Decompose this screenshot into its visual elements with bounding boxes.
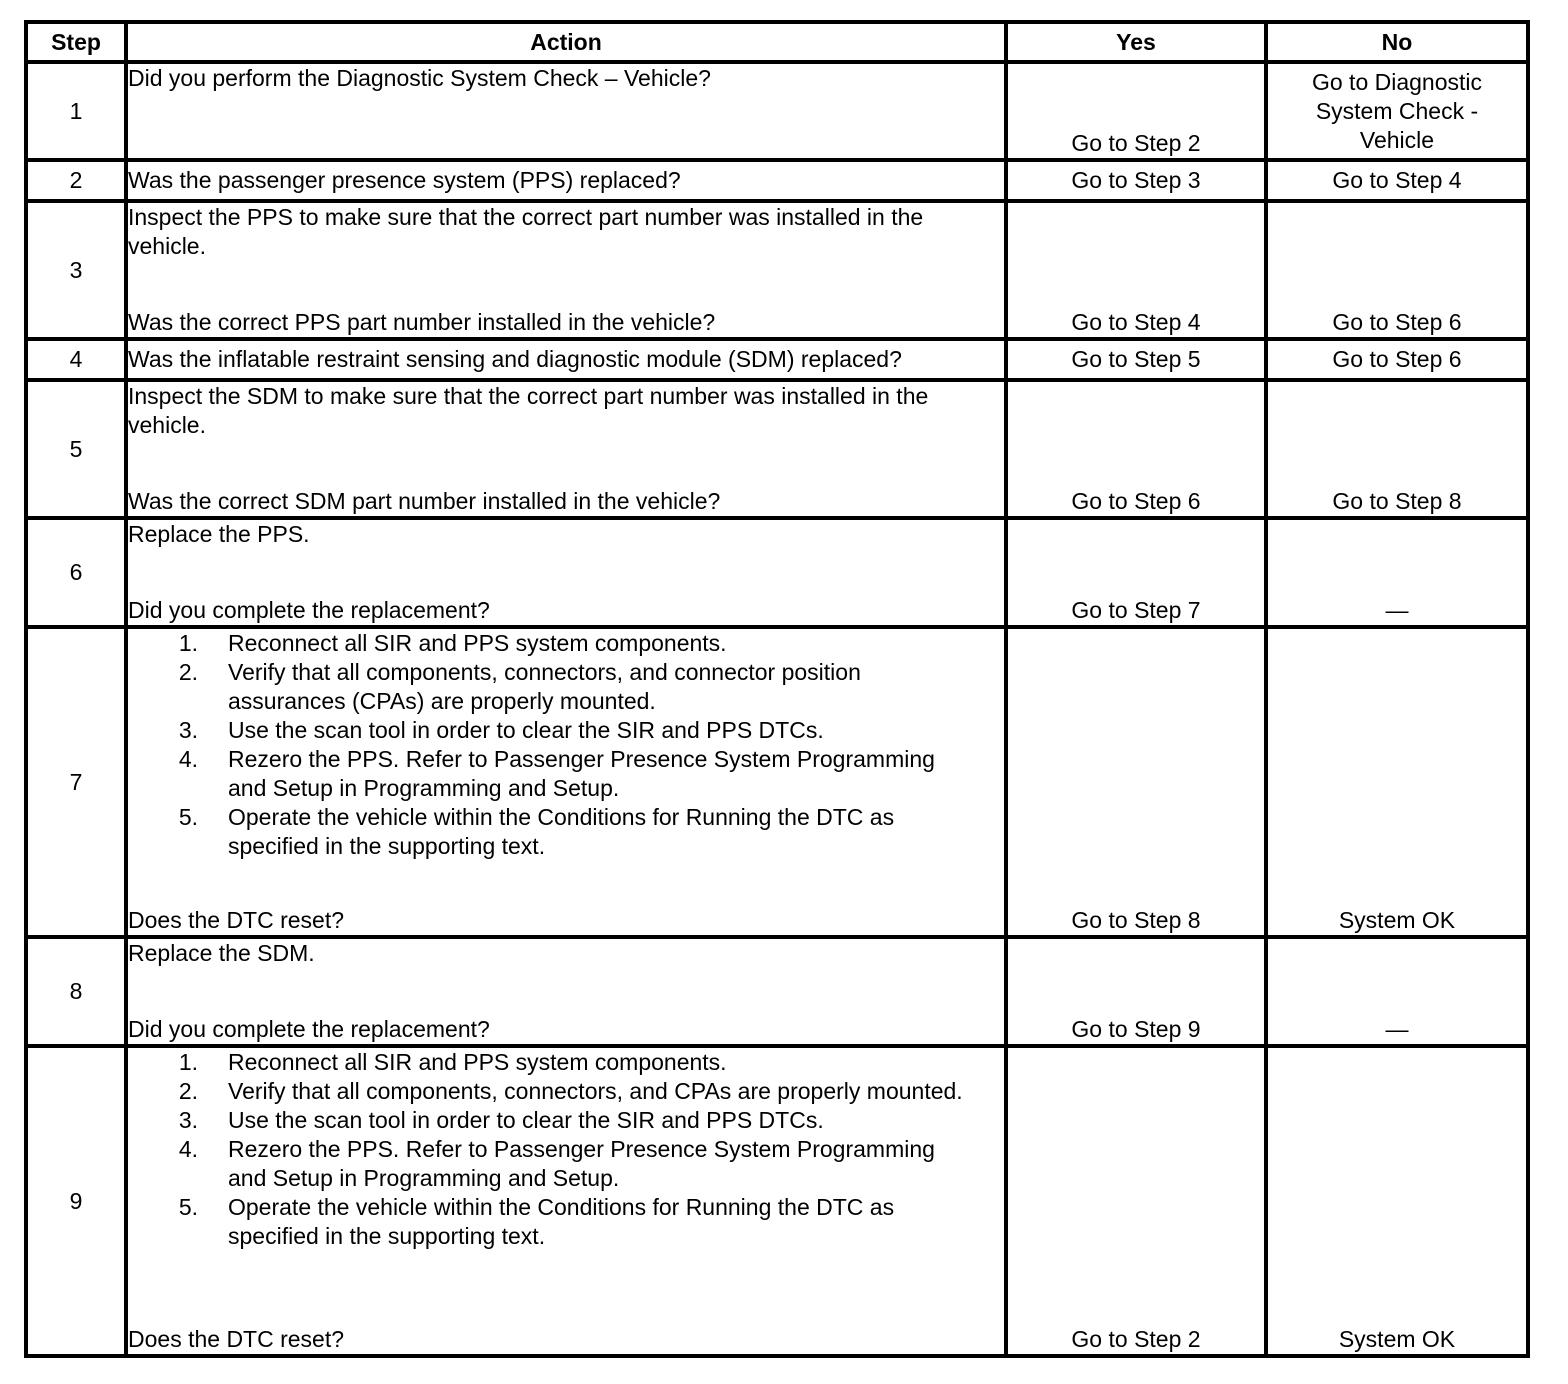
yes-cell: Go to Step 2 bbox=[1006, 1046, 1266, 1356]
action-cell bbox=[126, 62, 1006, 160]
step-number: 3 bbox=[26, 201, 126, 339]
list-item-number: 5. bbox=[178, 1194, 198, 1220]
list-item-text: Use the scan tool in order to clear the SIR and PPS DTCs. bbox=[228, 1107, 824, 1133]
table-row bbox=[26, 1046, 1528, 1356]
list-item bbox=[128, 1193, 1004, 1251]
header-step: Step bbox=[26, 22, 126, 62]
yes-cell: Go to Step 7 bbox=[1006, 518, 1266, 627]
action-cell bbox=[126, 518, 1006, 627]
step-number: 9 bbox=[26, 1046, 126, 1356]
list-item-number: 4. bbox=[178, 746, 198, 772]
no-cell: Go to Step 6 bbox=[1266, 201, 1528, 339]
yes-cell: Go to Step 4 bbox=[1006, 201, 1266, 339]
list-item bbox=[128, 658, 1004, 716]
action-cell bbox=[126, 160, 1006, 201]
list-item bbox=[128, 1077, 1004, 1106]
list-item-text: Rezero the PPS. Refer to Passenger Presence System Programming and Setup in Programming and Setup. bbox=[228, 1136, 935, 1191]
action-cell bbox=[126, 201, 1006, 339]
no-cell: Go to Step 8 bbox=[1266, 380, 1528, 518]
list-item-text: Rezero the PPS. Refer to Passenger Presence System Programming and Setup in Programming and Setup. bbox=[228, 746, 935, 801]
action-question: Did you complete the replacement? bbox=[128, 597, 490, 623]
list-item bbox=[128, 1135, 1004, 1193]
list-item-text: Verify that all components, connectors, and CPAs are properly mounted. bbox=[228, 1078, 963, 1104]
action-cell bbox=[126, 627, 1006, 937]
header-row bbox=[26, 22, 1528, 62]
list-item-text: Verify that all components, connectors, and connector position assurances (CPAs) are properly mounted. bbox=[228, 659, 861, 714]
list-item bbox=[128, 1106, 1004, 1135]
list-item-text: Reconnect all SIR and PPS system components. bbox=[228, 630, 727, 656]
table-row bbox=[26, 380, 1528, 518]
list-item-number: 3. bbox=[178, 1107, 198, 1133]
no-cell: — bbox=[1266, 518, 1528, 627]
table-row bbox=[26, 518, 1528, 627]
list-item-text: Operate the vehicle within the Conditions for Running the DTC as specified in the supporting text. bbox=[228, 804, 895, 859]
diagnostic-table bbox=[24, 20, 1530, 1358]
action-cell bbox=[126, 1046, 1006, 1356]
action-text: Inspect the SDM to make sure that the correct part number was installed in the vehicle. bbox=[128, 383, 929, 438]
list-item-number: 3. bbox=[178, 717, 198, 743]
step-number: 4 bbox=[26, 339, 126, 380]
list-item-text: Reconnect all SIR and PPS system components. bbox=[228, 1049, 727, 1075]
action-text: Inspect the PPS to make sure that the correct part number was installed in the vehicle. bbox=[128, 204, 924, 259]
yes-cell: Go to Step 2 bbox=[1006, 62, 1266, 160]
yes-cell: Go to Step 3 bbox=[1006, 160, 1266, 201]
action-question: Was the correct PPS part number installed in the vehicle? bbox=[128, 309, 716, 335]
action-text: Did you perform the Diagnostic System Check – Vehicle? bbox=[128, 65, 711, 91]
action-text: Replace the PPS. bbox=[128, 521, 310, 547]
action-text: Was the passenger presence system (PPS) replaced? bbox=[128, 167, 681, 193]
procedure-list bbox=[128, 629, 1004, 861]
table-row bbox=[26, 201, 1528, 339]
yes-cell: Go to Step 9 bbox=[1006, 937, 1266, 1046]
procedure-list bbox=[128, 1048, 1004, 1251]
no-cell: System OK bbox=[1266, 1046, 1528, 1356]
list-item bbox=[128, 629, 1004, 658]
step-number: 7 bbox=[26, 627, 126, 937]
yes-cell: Go to Step 5 bbox=[1006, 339, 1266, 380]
yes-cell: Go to Step 6 bbox=[1006, 380, 1266, 518]
action-question: Does the DTC reset? bbox=[128, 907, 345, 933]
action-text: Was the inflatable restraint sensing and diagnostic module (SDM) replaced? bbox=[128, 346, 902, 372]
action-text: Replace the SDM. bbox=[128, 940, 315, 966]
table-row bbox=[26, 937, 1528, 1046]
step-number: 5 bbox=[26, 380, 126, 518]
no-cell: Go to Diagnostic System Check - Vehicle bbox=[1266, 62, 1528, 160]
no-cell: — bbox=[1266, 937, 1528, 1046]
step-number: 6 bbox=[26, 518, 126, 627]
table-row bbox=[26, 627, 1528, 937]
action-cell bbox=[126, 937, 1006, 1046]
list-item-number: 2. bbox=[178, 1078, 198, 1104]
no-cell: Go to Step 4 bbox=[1266, 160, 1528, 201]
list-item bbox=[128, 803, 1004, 861]
header-yes: Yes bbox=[1006, 22, 1266, 62]
no-cell: System OK bbox=[1266, 627, 1528, 937]
list-item bbox=[128, 745, 1004, 803]
step-number: 1 bbox=[26, 62, 126, 160]
list-item-number: 1. bbox=[178, 1049, 198, 1075]
list-item-text: Operate the vehicle within the Conditions for Running the DTC as specified in the supporting text. bbox=[228, 1194, 895, 1249]
table-row bbox=[26, 339, 1528, 380]
action-question: Does the DTC reset? bbox=[128, 1326, 345, 1352]
action-cell bbox=[126, 380, 1006, 518]
yes-cell: Go to Step 8 bbox=[1006, 627, 1266, 937]
no-cell: Go to Step 6 bbox=[1266, 339, 1528, 380]
table-row bbox=[26, 62, 1528, 160]
list-item-number: 1. bbox=[178, 630, 198, 656]
action-question: Was the correct SDM part number installed in the vehicle? bbox=[128, 488, 721, 514]
table-row bbox=[26, 160, 1528, 201]
action-question: Did you complete the replacement? bbox=[128, 1016, 490, 1042]
action-cell bbox=[126, 339, 1006, 380]
list-item bbox=[128, 1048, 1004, 1077]
list-item-number: 5. bbox=[178, 804, 198, 830]
header-no: No bbox=[1266, 22, 1528, 62]
list-item-text: Use the scan tool in order to clear the SIR and PPS DTCs. bbox=[228, 717, 824, 743]
header-action: Action bbox=[126, 22, 1006, 62]
step-number: 8 bbox=[26, 937, 126, 1046]
list-item-number: 2. bbox=[178, 659, 198, 685]
list-item bbox=[128, 716, 1004, 745]
step-number: 2 bbox=[26, 160, 126, 201]
list-item-number: 4. bbox=[178, 1136, 198, 1162]
